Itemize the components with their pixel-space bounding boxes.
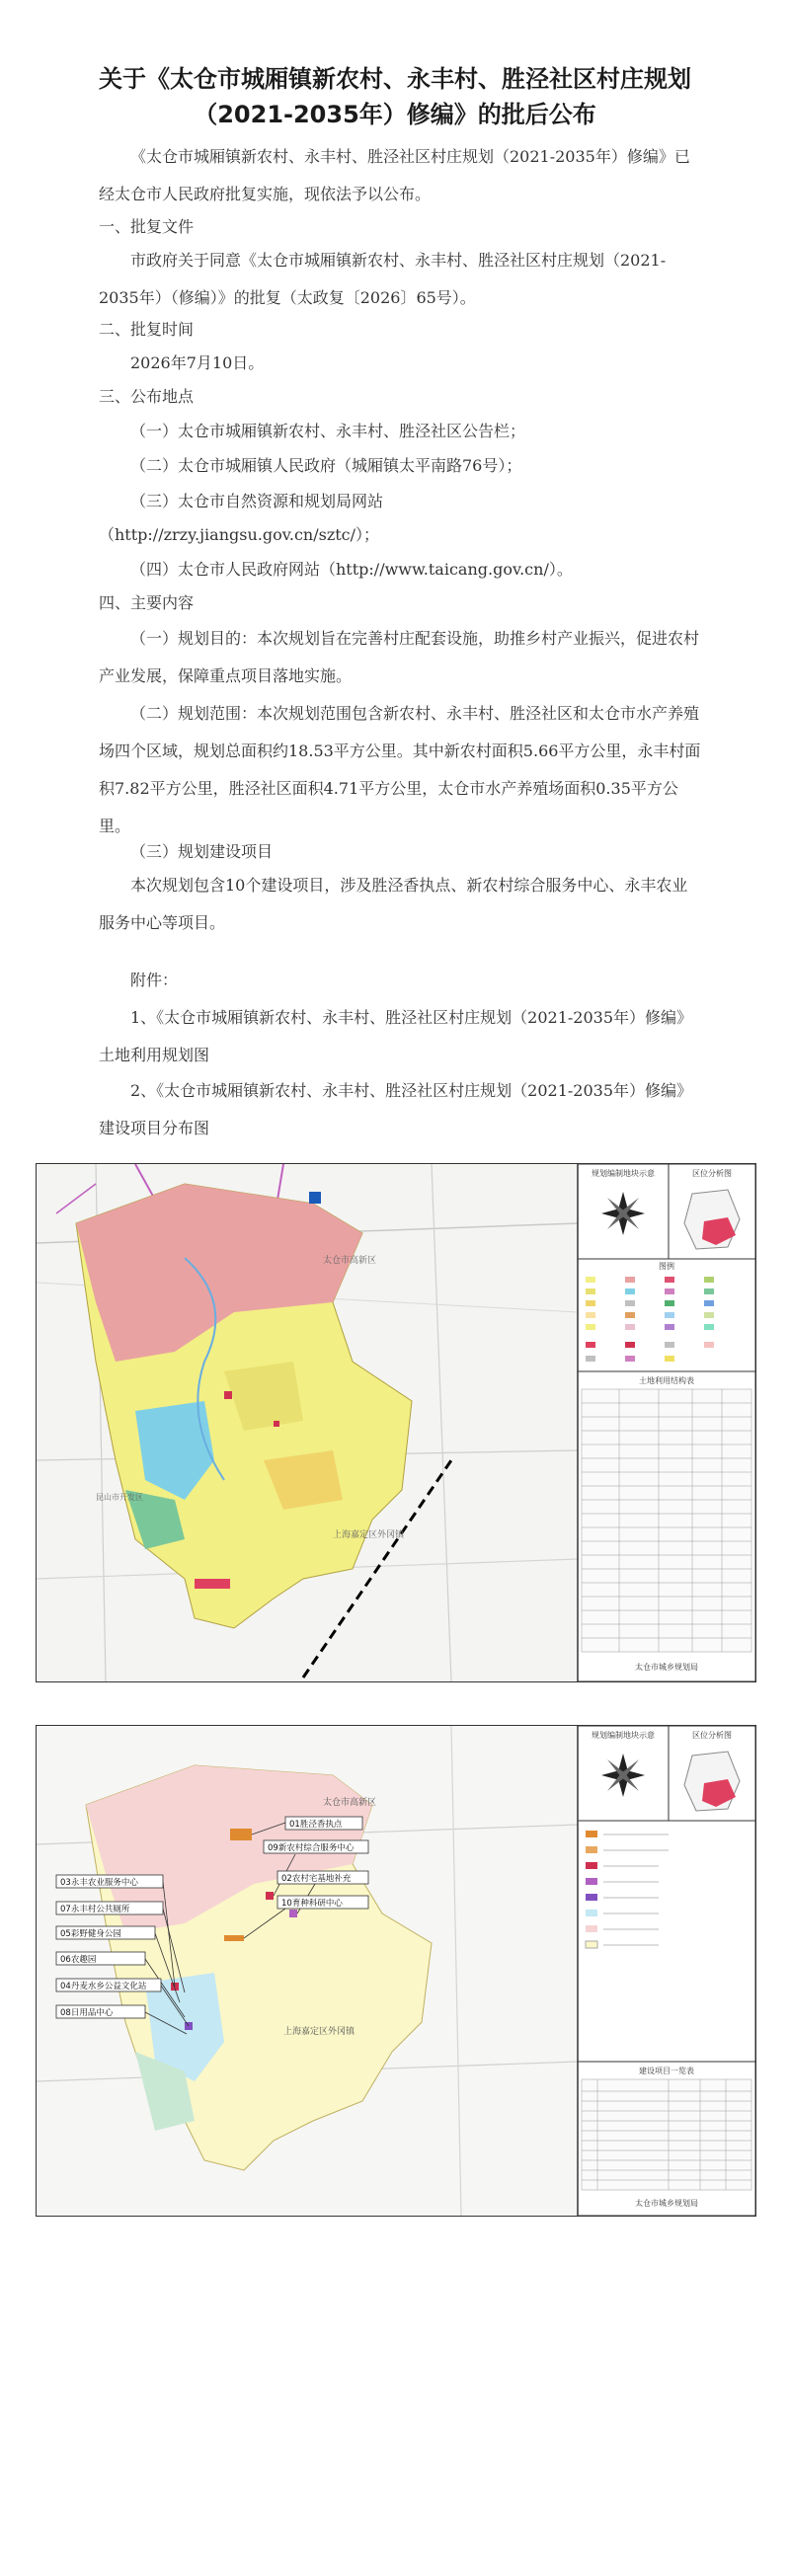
location-item: （二）太仓市城厢镇人民政府（城厢镇太平南路76号）； [130, 456, 522, 475]
map1-panel-location-title: 区位分析图 [692, 1169, 732, 1178]
map2-footer: 太仓市城乡规划局 [635, 2199, 698, 2208]
section-2-body: 2026年7月10日。 [130, 353, 265, 372]
compass-rose-icon [601, 1754, 645, 1797]
project-marker [230, 1829, 252, 1840]
project-label: 03永丰农业服务中心 [60, 1878, 138, 1888]
location-item: （四）太仓市人民政府网站（http://www.taicang.gov.cn/）。 [130, 560, 573, 579]
section-4-projects-heading: （三）规划建设项目 [130, 842, 274, 861]
map2-label-south: 上海嘉定区外冈镇 [283, 2027, 356, 2037]
project-marker [266, 1892, 274, 1900]
project-label: 01胜泾香执点 [289, 1820, 343, 1830]
project-label: 06农趣园 [60, 1955, 97, 1965]
map1-label-south: 上海嘉定区外冈镇 [333, 1530, 405, 1540]
project-marker [224, 1935, 244, 1941]
map2-table-title: 建设项目一览表 [639, 2067, 694, 2075]
section-1-heading: 一、批复文件 [99, 217, 195, 236]
project-marker [289, 1910, 297, 1917]
project-label: 07永丰村公共厕所 [60, 1905, 130, 1914]
map1-label-east: 太仓市高新区 [323, 1256, 377, 1266]
section-4-heading: 四、主要内容 [99, 593, 195, 612]
map1-footer: 太仓市城乡规划局 [635, 1663, 698, 1672]
project-label: 08日用品中心 [60, 2008, 114, 2018]
intro-paragraph: 《太仓市城厢镇新农村、永丰村、胜泾社区村庄规划（2021-2035年）修编》已经太仓市人民政府批复实施，现依法予以公布。 [99, 147, 690, 203]
project-label: 09新农村综合服务中心 [268, 1843, 355, 1853]
map2-panel-compass-title: 规划编制地块示意 [592, 1731, 655, 1740]
section-4-purpose: （一）规划目的：本次规划旨在完善村庄配套设施，助推乡村产业振兴，促进农村产业发展，保障重点项目落地实施。 [99, 629, 700, 685]
map2-label-east: 太仓市高新区 [323, 1798, 377, 1808]
page-title-line-2: （2021-2035年）修编》的批后公布 [194, 101, 596, 128]
project-label: 02农村宅基地补充 [281, 1874, 352, 1884]
map1-panel-compass-title: 规划编制地块示意 [592, 1169, 655, 1178]
page-title-line-1: 关于《太仓市城厢镇新农村、永丰村、胜泾社区村庄规划 [99, 65, 691, 93]
map1-label-west: 昆山市开发区 [96, 1493, 143, 1502]
land-use-plan-map [36, 1163, 756, 1682]
location-item: （一）太仓市城厢镇新农村、永丰村、胜泾社区公告栏； [130, 422, 526, 440]
attachment-1: 1、《太仓市城厢镇新农村、永丰村、胜泾社区村庄规划（2021-2035年）修编》土地利用规划图 [99, 1008, 693, 1064]
project-distribution-map [36, 1725, 756, 2217]
map2-panel-location-title: 区位分析图 [692, 1731, 732, 1740]
attachments-heading: 附件： [130, 971, 179, 989]
location-item: （三）太仓市自然资源和规划局网站 [130, 492, 384, 510]
attachment-2: 2、《太仓市城厢镇新农村、永丰村、胜泾社区村庄规划（2021-2035年）修编》建设项目分布图 [99, 1081, 693, 1137]
section-2-heading: 二、批复时间 [99, 320, 195, 339]
map1-legend-title: 图例 [659, 1262, 674, 1271]
project-label: 05彩野健身公园 [60, 1929, 121, 1939]
project-table-grid [582, 2079, 751, 2190]
compass-rose-icon [601, 1192, 645, 1235]
section-1-body: 市政府关于同意《太仓市城厢镇新农村、永丰村、胜泾社区村庄规划（2021-2035年）（修编）》的批复（太政复〔2026〕65号）。 [99, 251, 667, 307]
section-3-heading: 三、公布地点 [99, 387, 195, 406]
map1-table-title: 土地利用结构表 [639, 1376, 694, 1385]
project-label: 10育种科研中心 [281, 1899, 343, 1909]
section-4-projects-body: 本次规划包含10个建设项目，涉及胜泾香执点、新农村综合服务中心、永丰农业服务中心等项目。 [99, 876, 688, 932]
project-label: 04丹麦水乡公益文化站 [60, 1982, 147, 1991]
land-use-table-grid [582, 1389, 751, 1652]
section-4-scope: （二）规划范围：本次规划范围包含新农村、永丰村、胜泾社区和太仓市水产养殖场四个区域，规划总面积约18.53平方公里。其中新农村面积5.66平方公里，永丰村面积7.82平方公里，胜泾社区面积4.71平方公里，太仓市水产养殖场面积0.35平方公里。 [99, 704, 701, 835]
location-item-url: （http://zrzy.jiangsu.gov.cn/sztc/）； [99, 525, 380, 544]
